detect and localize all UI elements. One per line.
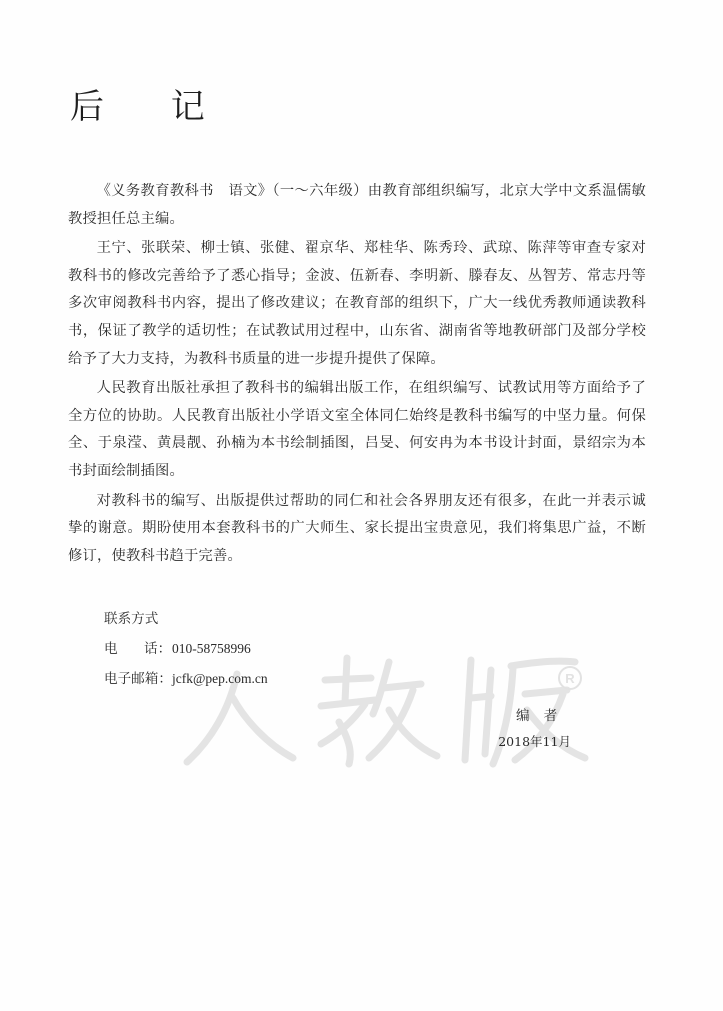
email-address: jcfk@pep.com.cn [171, 671, 268, 686]
contact-heading: 联系方式 [104, 611, 159, 627]
phone-label-part-1: 电 [104, 641, 118, 657]
page-title: 后 记 [70, 87, 233, 127]
paragraph: 王宁、张联荣、柳士镇、张健、翟京华、郑桂华、陈秀玲、武琼、陈萍等审查专家对教科书的修改完善给予了悉心指导；金波、伍新春、李明新、滕春友、丛智芳、常志丹等多次审阅教科书内容，提出了修改建议；在教育部的组织下，广大一线优秀教师通读教科书，保证了教学的适切性；在试教试用过程中，山东省、湖南省等地教研部门及部分学校给予了大力支持，为教科书质量的进一步提升提供了保障。 [68, 240, 646, 367]
contact-section [104, 605, 268, 694]
afterword-body [68, 178, 646, 572]
signature-date: 2018年11月 [498, 734, 571, 749]
paragraph: 《义务教育教科书 语文》（一～六年级）由教育部组织编写，北京大学中文系温儒敏教授担任总主编。 [68, 183, 646, 227]
svg-text:R: R [565, 671, 575, 686]
phone-number: 010-58758996 [172, 641, 251, 656]
signature-block [498, 703, 572, 755]
phone-label-part-2: 话： [144, 641, 172, 657]
registered-trademark-icon [556, 664, 584, 692]
email-label: 电子邮箱： [104, 671, 172, 687]
phone-label [104, 635, 172, 664]
contact-phone [104, 634, 268, 664]
signature-editor: 编者 [516, 708, 572, 724]
paragraph: 对教科书的编写、出版提供过帮助的同仁和社会各界朋友还有很多，在此一并表示诚挚的谢意。期盼使用本套教科书的广大师生、家长提出宝贵意见，我们将集思广益，不断修订，使教科书趋于完善。 [68, 492, 646, 564]
paragraph: 人民教育出版社承担了教科书的编辑出版工作，在组织编写、试教试用等方面给予了全方位的协助。人民教育出版社小学语文室全体同仁始终是教科书编写的中坚力量。何保全、于泉滢、黄晨靓、孙楠为本书绘制插图，吕旻、何安冉为本书设计封面，景绍宗为本书封面绘制插图。 [68, 380, 646, 479]
contact-email [104, 664, 268, 694]
